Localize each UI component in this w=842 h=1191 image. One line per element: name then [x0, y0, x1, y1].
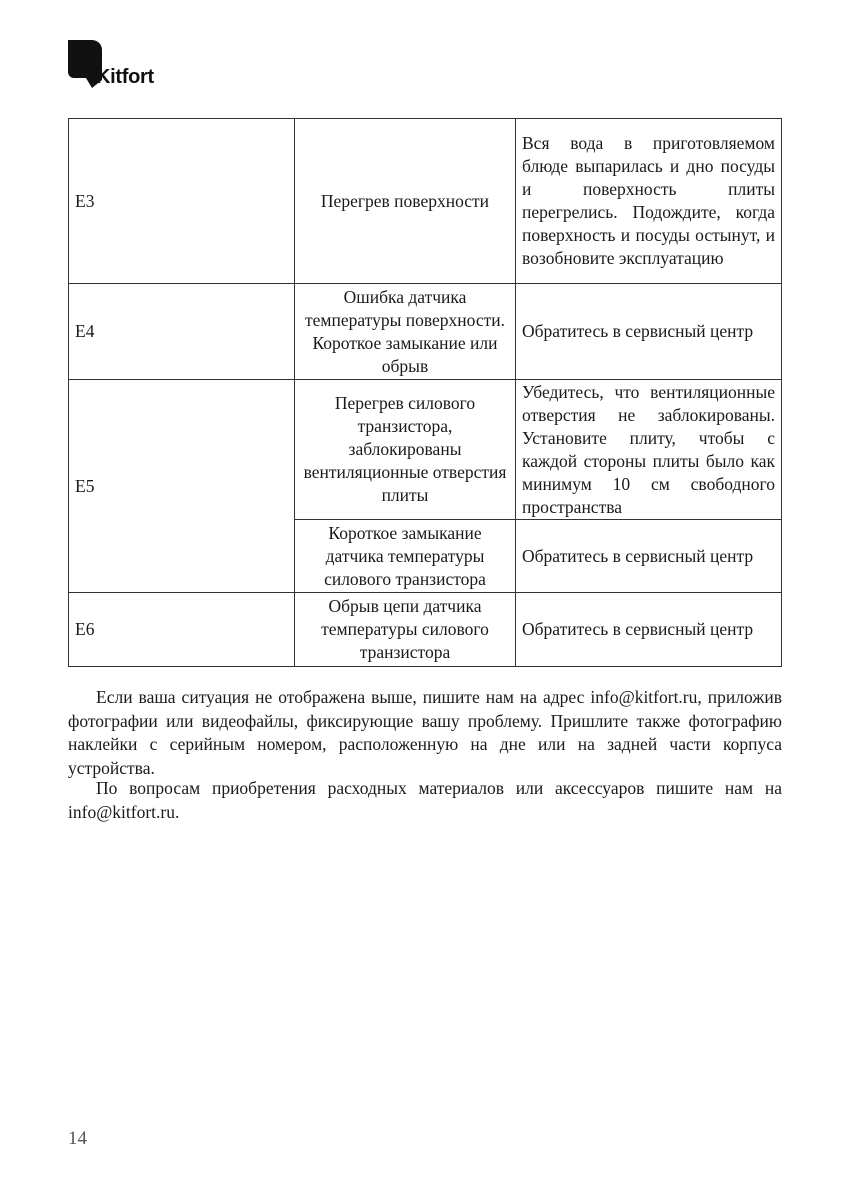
- table-row: [69, 119, 782, 284]
- error-action: Обратитесь в сервисный центр: [516, 593, 782, 667]
- accessories-paragraph: По вопросам приобретения расходных материалов или аксессуаров пишите нам на info@kitfort.ru.: [68, 778, 782, 822]
- error-cause: Перегрев силового транзистора, заблокированы вентиляционные отверстия плиты: [295, 380, 516, 520]
- page-number: 14: [68, 1128, 87, 1149]
- error-cause: Короткое замыкание датчика температуры силового транзистора: [295, 520, 516, 593]
- table-row: [69, 380, 782, 520]
- error-code: E6: [69, 593, 295, 667]
- error-cause: Перегрев поверхности: [295, 119, 516, 284]
- error-action: Вся вода в приготовляемом блюде выпарилась и дно посуды и поверхность плиты перегрелись. Подождите, когда поверхность и посуды остынут, и возобновите эксплуатацию: [516, 119, 782, 284]
- error-codes-table: [68, 118, 782, 667]
- error-action: Обратитесь в сервисный центр: [516, 284, 782, 380]
- brand-name: Kitfort: [96, 66, 154, 88]
- error-action: Убедитесь, что вентиляционные отверстия не заблокированы. Установите плиту, чтобы с каждой стороны плиты было как минимум 10 см свободного пространства: [516, 380, 782, 520]
- kitfort-logo: [68, 40, 178, 90]
- error-cause: Обрыв цепи датчика температуры силового транзистора: [295, 593, 516, 667]
- table-row: [69, 284, 782, 380]
- table-row: [69, 593, 782, 667]
- error-code: E3: [69, 119, 295, 284]
- error-action: Обратитесь в сервисный центр: [516, 520, 782, 593]
- support-paragraph: Если ваша ситуация не отображена выше, пишите нам на адрес info@kitfort.ru, приложив фотографии или видеофайлы, фиксирующие вашу проблему. Пришлите также фотографию наклейки с серийным номером, расположенную на дне или на задней части корпуса устройства.: [68, 687, 782, 778]
- error-cause: Ошибка датчика температуры поверхности. Короткое замыкание или обрыв: [295, 284, 516, 380]
- error-code: E5: [69, 380, 295, 593]
- error-code: E4: [69, 284, 295, 380]
